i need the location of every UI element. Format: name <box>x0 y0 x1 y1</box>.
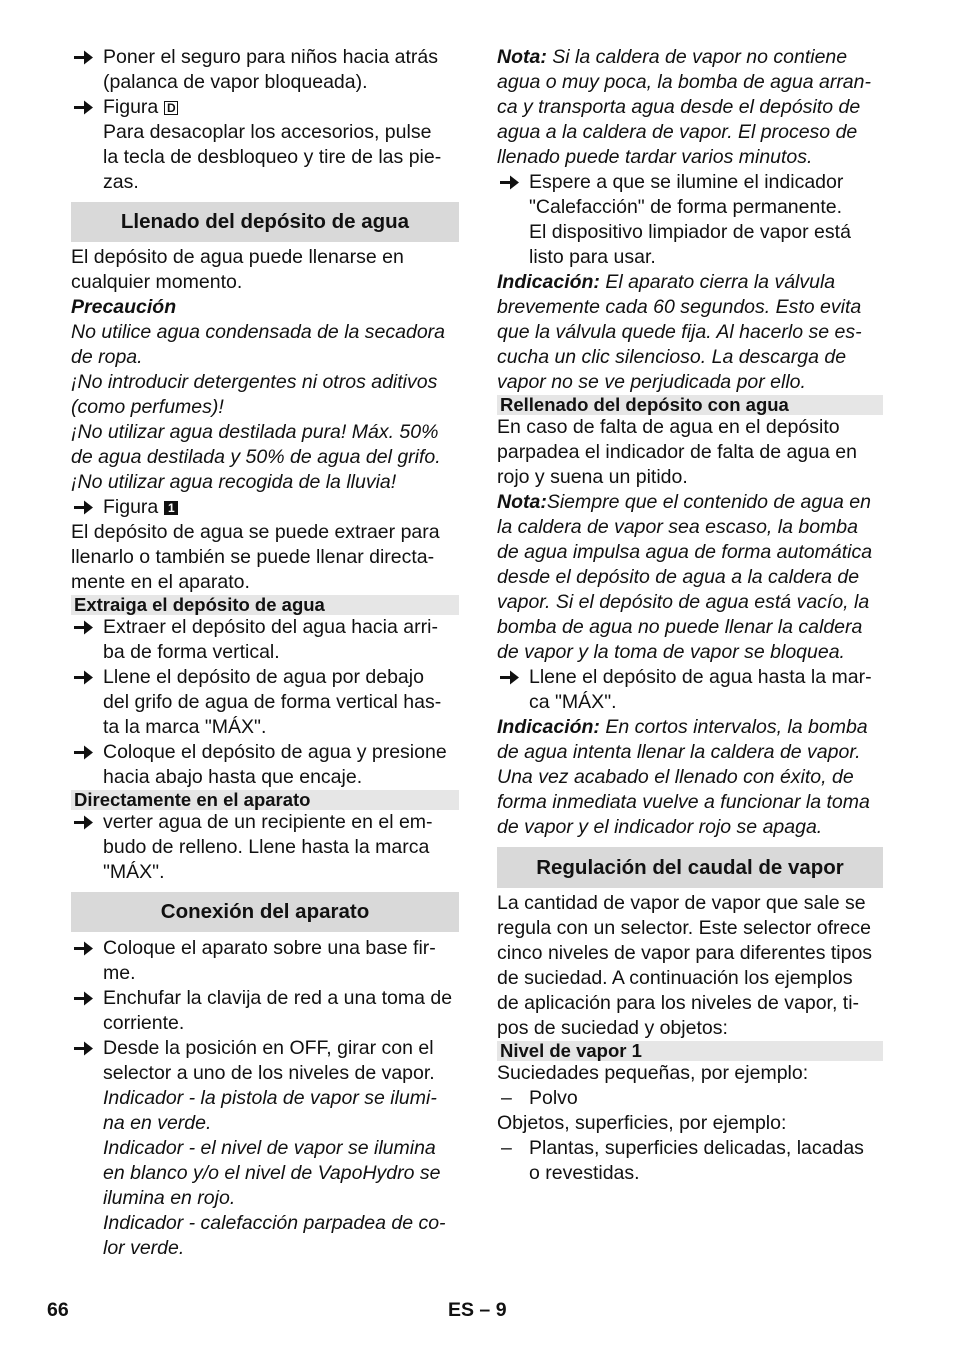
extraer-paragraph: El depósito de agua se puede extraer para <box>71 521 440 543</box>
espere-step-text: Espere a que se ilumine el indicador <box>529 171 844 193</box>
extraiga-step-text: ta la marca "MÁX". <box>103 716 267 738</box>
conexion-step-text: Coloque el aparato sobre una base fir- <box>103 937 436 959</box>
llenado-paragraph: El depósito de agua puede llenarse en <box>71 246 404 268</box>
indicator-note: Indicador - la pistola de vapor se ilumi- <box>103 1087 437 1109</box>
subheading-rellenado: Rellenado del depósito con agua <box>497 395 883 415</box>
intro-bullet <box>71 45 459 70</box>
indicacion-1-line: brevemente cada 60 segundos. Esto evita <box>497 296 862 318</box>
section-page-label: ES – 9 <box>448 1299 507 1321</box>
plantas-item <box>497 1136 883 1161</box>
extraiga-step <box>71 715 459 740</box>
extraiga-step-text: Extraer el depósito del agua hacia arri- <box>103 616 438 638</box>
llene-step <box>497 665 883 690</box>
conexion-step <box>71 936 459 961</box>
extraiga-step <box>71 740 459 765</box>
nota-1-line: llenado puede tardar varios minutos. <box>497 146 813 168</box>
nota-2-text: Siempre que el contenido de agua en <box>546 491 871 513</box>
indicacion-1-line: vapor no se ve perjudicada por ello. <box>497 371 806 393</box>
extraiga-step <box>71 765 459 790</box>
indicacion-1-line: que la válvula quede fija. Al hacerlo se es- <box>497 321 862 343</box>
conexion-step-text: me. <box>103 962 136 984</box>
extraer-paragraph: mente en el aparato. <box>71 571 250 593</box>
nota-2-label: Nota: <box>497 491 547 513</box>
precaucion-title: Precaución <box>71 296 177 318</box>
arrow-icon <box>73 95 95 120</box>
indicacion-2-text: En cortos intervalos, la bomba <box>599 716 868 738</box>
indicator-note: ilumina en rojo. <box>103 1187 236 1209</box>
intro-text: Para desacoplar los accesorios, pulse <box>103 121 432 143</box>
intro-text: zas. <box>103 171 139 193</box>
rellenado-paragraph: rojo y suena un pitido. <box>497 466 688 488</box>
extraiga-step-text: ba de forma vertical. <box>103 641 280 663</box>
regulacion-paragraph: pos de suciedad y objetos: <box>497 1017 728 1039</box>
indicator-note: en blanco y/o el nivel de VapoHydro se <box>103 1162 441 1184</box>
indicacion-2-label: Indicación: <box>497 716 600 738</box>
nota-1-line: agua o muy poca, la bomba de agua arran- <box>497 71 871 93</box>
extraiga-step-text: del grifo de agua de forma vertical has- <box>103 691 442 713</box>
directamente-step <box>71 835 459 860</box>
nota-2-line: la caldera de vapor sea escaso, la bomba <box>497 516 858 538</box>
nota-1-text: Si la caldera de vapor no contiene <box>546 46 848 68</box>
nota-2-line: de vapor y la toma de vapor se bloquea. <box>497 641 845 663</box>
conexion-step-text: selector a uno de los niveles de vapor. <box>103 1062 435 1084</box>
rellenado-paragraph: En caso de falta de agua en el depósito <box>497 416 840 438</box>
indicacion-1-label: Indicación: <box>497 271 600 293</box>
intro-bullet-text: (palanca de vapor bloqueada). <box>103 71 368 93</box>
extraer-paragraph: llenarlo o también se puede llenar directa- <box>71 546 435 568</box>
regulacion-paragraph: de aplicación para los niveles de vapor, ti- <box>497 992 860 1014</box>
regulacion-paragraph: La cantidad de vapor de vapor que sale se <box>497 892 866 914</box>
indicacion-2 <box>497 715 883 740</box>
indicacion-1-text: El aparato cierra la válvula <box>599 271 836 293</box>
precaucion-text: (como perfumes)! <box>71 396 224 418</box>
regulacion-paragraph: de suciedad. A continuación los ejemplos <box>497 967 853 989</box>
figure-d-ref <box>71 95 459 120</box>
extraiga-step-text: hacia abajo hasta que encaje. <box>103 766 363 788</box>
arrow-icon <box>73 1036 95 1061</box>
espere-continued: El dispositivo limpiador de vapor está <box>529 221 851 243</box>
indicator-note: Indicador - el nivel de vapor se ilumina <box>103 1137 436 1159</box>
section-heading-llenado: Llenado del depósito de agua <box>71 202 459 242</box>
indicator-note: Indicador - calefacción parpadea de co- <box>103 1212 446 1234</box>
conexion-step <box>71 1061 459 1086</box>
conexion-step-text: Enchufar la clavija de red a una toma de <box>103 987 453 1009</box>
page-number: 66 <box>47 1299 69 1321</box>
polvo-item <box>497 1086 883 1111</box>
arrow-icon <box>73 986 95 1011</box>
indicacion-1 <box>497 270 883 295</box>
extraiga-step <box>71 665 459 690</box>
extraiga-step <box>71 690 459 715</box>
espere-step <box>497 195 883 220</box>
nota-1-line: ca y transporta agua desde el depósito de <box>497 96 861 118</box>
section-heading-conexion: Conexión del aparato <box>71 892 459 932</box>
arrow-icon <box>73 495 95 520</box>
regulacion-paragraph: cinco niveles de vapor para diferentes tipos <box>497 942 873 964</box>
conexion-step <box>71 986 459 1011</box>
nota-1-line: agua a la caldera de vapor. El proceso de <box>497 121 858 143</box>
extraiga-step-text: Coloque el depósito de agua y presione <box>103 741 447 763</box>
intro-bullet-text: Poner el seguro para niños hacia atrás <box>103 46 438 68</box>
polvo-item-text: Polvo <box>529 1087 578 1109</box>
indicacion-2-line: de agua intenta llenar la caldera de vapor. <box>497 741 861 763</box>
directamente-step-text: "MÁX". <box>103 861 165 883</box>
conexion-step <box>71 1011 459 1036</box>
suciedades-label: Suciedades pequeñas, por ejemplo: <box>497 1062 809 1084</box>
precaucion-text: ¡No utilizar agua recogida de la lluvia! <box>71 471 397 493</box>
arrow-icon <box>499 170 521 195</box>
arrow-icon <box>73 665 95 690</box>
plantas-item-text: o revestidas. <box>529 1162 640 1184</box>
subheading-extraiga: Extraiga el depósito de agua <box>71 595 459 615</box>
arrow-icon <box>499 665 521 690</box>
subheading-nivel-1: Nivel de vapor 1 <box>497 1041 883 1061</box>
rellenado-paragraph: parpadea el indicador de falta de agua en <box>497 441 857 463</box>
plantas-item <box>497 1161 883 1186</box>
plantas-item-text: Plantas, superficies delicadas, lacadas <box>529 1137 864 1159</box>
espere-step <box>497 170 883 195</box>
indicator-note: na en verde. <box>103 1112 212 1134</box>
figure-label: Figura <box>103 496 159 518</box>
extraiga-step <box>71 640 459 665</box>
arrow-icon <box>73 810 95 835</box>
llene-step-text: ca "MÁX". <box>529 691 617 713</box>
right-column <box>497 45 883 1186</box>
figure-label: Figura <box>103 96 159 118</box>
nota-1 <box>497 45 883 70</box>
indicacion-1-line: cucha un clic silencioso. La descarga de <box>497 346 847 368</box>
conexion-step <box>71 961 459 986</box>
precaucion-text: ¡No utilizar agua destilada pura! Máx. 50% <box>71 421 439 443</box>
section-heading-regulacion: Regulación del caudal de vapor <box>497 847 883 888</box>
indicacion-2-line: Una vez acabado el llenado con éxito, de <box>497 766 854 788</box>
figure-ref-box: 1 <box>164 501 178 515</box>
conexion-step-text: corriente. <box>103 1012 185 1034</box>
intro-text: la tecla de desbloqueo y tire de las pie- <box>103 146 442 168</box>
llene-step-text: Llene el depósito de agua hasta la mar- <box>529 666 872 688</box>
intro-bullet <box>71 70 459 95</box>
espere-step-text: "Calefacción" de forma permanente. <box>529 196 843 218</box>
directamente-step-text: budo de relleno. Llene hasta la marca <box>103 836 430 858</box>
nota-2 <box>497 490 883 515</box>
extraiga-step-text: Llene el depósito de agua por debajo <box>103 666 424 688</box>
nota-2-line: de agua impulsa agua de forma automática <box>497 541 873 563</box>
extraiga-step <box>71 615 459 640</box>
arrow-icon <box>73 615 95 640</box>
precaucion-text: de ropa. <box>71 346 143 368</box>
precaucion-text: ¡No introducir detergentes ni otros aditivos <box>71 371 438 393</box>
dash-marker: – <box>501 1137 512 1159</box>
espere-continued: listo para usar. <box>529 246 656 268</box>
directamente-step <box>71 810 459 835</box>
directamente-step-text: verter agua de un recipiente en el em- <box>103 811 433 833</box>
nota-2-line: desde el depósito de agua a la caldera de <box>497 566 860 588</box>
llene-step <box>497 690 883 715</box>
nota-2-line: bomba de agua no puede llenar la caldera <box>497 616 863 638</box>
figure-ref-box: D <box>164 101 178 115</box>
dash-marker: – <box>501 1087 512 1109</box>
left-column <box>71 45 459 1261</box>
llenado-paragraph: cualquier momento. <box>71 271 243 293</box>
conexion-step <box>71 1036 459 1061</box>
arrow-icon <box>73 45 95 70</box>
precaucion-text: de agua destilada y 50% de agua del grifo. <box>71 446 441 468</box>
indicator-note: lor verde. <box>103 1237 185 1259</box>
arrow-icon <box>73 740 95 765</box>
regulacion-paragraph: regula con un selector. Este selector ofrece <box>497 917 871 939</box>
nota-2-line: vapor. Si el depósito de agua está vacío, la <box>497 591 870 613</box>
arrow-icon <box>73 936 95 961</box>
figure-1-ref <box>71 495 459 520</box>
conexion-step-text: Desde la posición en OFF, girar con el <box>103 1037 434 1059</box>
directamente-step <box>71 860 459 885</box>
nota-1-label: Nota: <box>497 46 547 68</box>
indicacion-2-line: forma inmediata vuelve a funcionar la toma <box>497 791 870 813</box>
precaucion-text: No utilice agua condensada de la secadora <box>71 321 446 343</box>
subheading-directamente: Directamente en el aparato <box>71 790 459 810</box>
objetos-label: Objetos, superficies, por ejemplo: <box>497 1112 787 1134</box>
indicacion-2-line: de vapor y el indicador rojo se apaga. <box>497 816 823 838</box>
